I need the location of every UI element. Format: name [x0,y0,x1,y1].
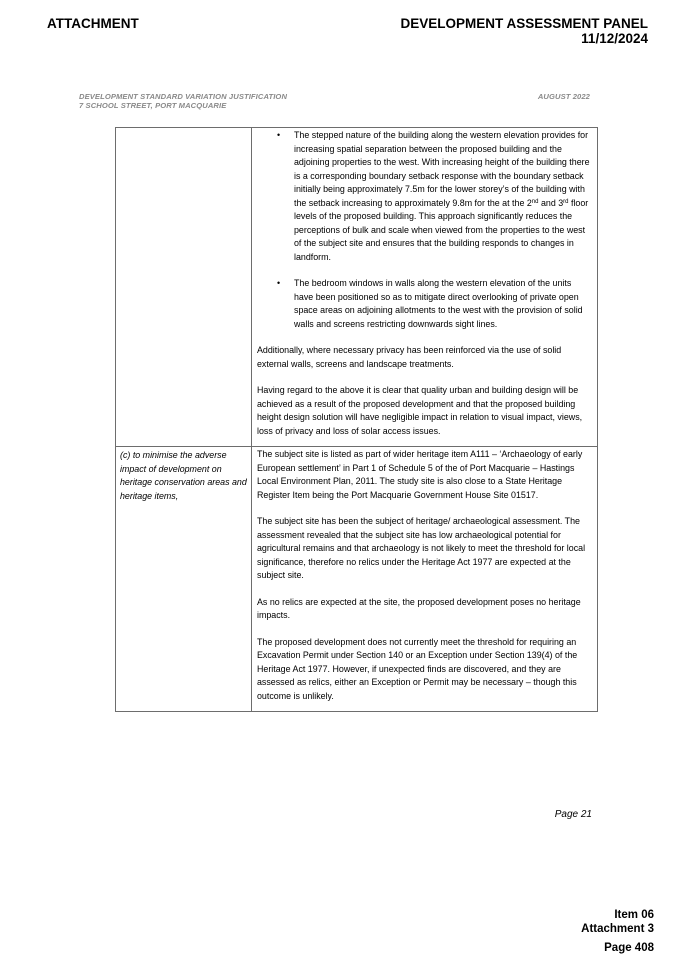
response-cell [252,128,598,447]
bullet-icon: • [277,130,281,140]
objective-cell: (c) to minimise the adverse impact of development on heritage conservation areas and heritage items, [116,447,252,712]
paragraph: The subject site has been the subject of heritage/ archaeological assessment. The assessment revealed that the subject site has low archaeological potential for agricultural remains and that archaeology is not likely to meet the threshold for local significance, therefore no relics under the Heritage Act 1977 are expected at the subject site. [257,516,586,580]
bullet-list [257,129,592,331]
footer-page: Page 408 [604,942,654,954]
justification-table [115,127,598,712]
attachment-label: ATTACHMENT [47,16,139,31]
list-item: • The bedroom windows in walls along the western elevation of the units have been positioned so as to mitigate direct overlooking of private open space areas on adjoining allotments to the west with the provision of solid walls and screens restricting downwards sight lines. [277,278,583,329]
document-date: AUGUST 2022 [537,92,590,101]
list-item: • The stepped nature of the building along the western elevation provides for increasing spatial separation between the proposed building and the adjoining properties to the west. With increasing height of the building there is a corresponding boundary setback response with the boundary setback initially being approximately 7.5m for the lower storey’s of the building with the setback increasing to approximately 9.8m for the at the 2nd and 3rd floor levels of the proposed building. This approach significantly reduces the perceptions of bulk and scale when viewed from the properties to the west of the subject site and ensures that the building responds to changes in landform. [277,130,590,262]
paragraph: As no relics are expected at the site, the proposed development poses no heritage impacts. [257,596,581,620]
paragraph: Additionally, where necessary privacy has been reinforced via the use of solid external walls, screens and landscape treatments. [257,345,562,369]
document-address: 7 SCHOOL STREET, PORT MACQUARIE [79,101,227,110]
table-row [116,447,598,712]
footer-item: Item 06 [614,909,654,921]
page-number: Page 21 [554,809,592,820]
paragraph: Having regard to the above it is clear that quality urban and building design will be achieved as a result of the proposed development and that the proposed building height design solution will have negligible impact in relation to visual impact, views, loss of privacy and loss of solar access issues. [257,385,583,436]
table-row [116,128,598,447]
footer-block [581,908,654,955]
document-title: DEVELOPMENT STANDARD VARIATION JUSTIFICATION [79,92,288,101]
document-subheader [79,92,287,110]
panel-header [400,16,648,46]
paragraph: The subject site is listed as part of wider heritage item A111 – ‘Archaeology of early European settlement’ in Part 1 of Schedule 5 of the of Port Macquarie – Hastings Local Environment Plan, 2011. The study site is also close to a State Heritage Register Item being the Port Macquarie Government House Site 01517. [257,449,583,500]
bullet-icon: • [277,278,281,288]
panel-title: DEVELOPMENT ASSESSMENT PANEL [400,16,648,31]
paragraph: The proposed development does not currently meet the threshold for requiring an Excavation Permit under Section 140 or an Exception under Section 139(4) of the Heritage Act 1977. However, if unexpected finds are discovered, and they are assessed as relics, either an Exception or Permit may be necessary – though this outcome is unlikely. [257,636,578,701]
response-cell [252,447,598,712]
panel-date: 11/12/2024 [581,31,648,46]
footer-attachment: Attachment 3 [581,923,654,935]
objective-cell-empty [116,128,252,447]
